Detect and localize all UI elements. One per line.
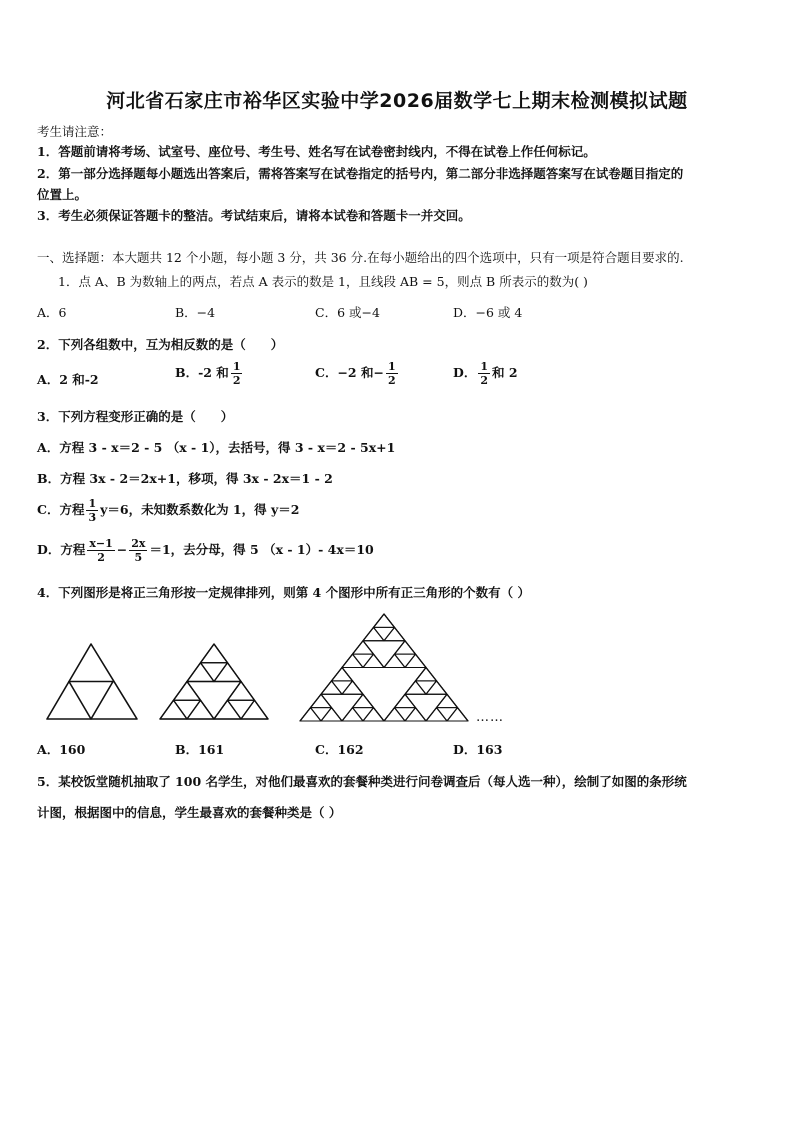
triangle-shape xyxy=(174,700,201,719)
section-heading: 一、选择题：本大题共 12 个小题，每小题 3 分，共 36 分.在每小题给出的四个选项中，只有一项是符合题目要求的. xyxy=(37,250,684,265)
triangle-shape xyxy=(187,700,214,719)
triangle-shape xyxy=(447,708,468,721)
page-title: 河北省石家庄市裕华区实验中学2026届数学七上期末检测模拟试题 xyxy=(106,90,688,112)
question-3-stem: 3．下列方程变形正确的是（ ） xyxy=(37,409,234,424)
q2-option-c xyxy=(315,360,400,387)
triangle-shape xyxy=(353,694,374,707)
triangle-shape xyxy=(353,641,374,654)
fraction-denominator: 5 xyxy=(134,551,143,564)
triangle-shape xyxy=(437,694,458,707)
notice-item-2: 2．第一部分选择题每小题选出答案后，需将答案写在试卷指定的括号内，第二部分非选择题答案写在试卷题目指定的 xyxy=(37,166,684,181)
triangle-shape xyxy=(426,708,447,721)
fraction-numerator: x−1 xyxy=(89,537,113,550)
triangle-shape xyxy=(187,663,214,682)
triangle-shape xyxy=(384,708,405,721)
triangle-shape xyxy=(311,708,332,721)
triangle-shape xyxy=(321,681,342,694)
notice-item-2-cont: 位置上。 xyxy=(37,187,88,202)
q1-option-d: D．−6 或 4 xyxy=(453,305,523,320)
fraction xyxy=(86,497,98,524)
fraction-denominator: 2 xyxy=(387,374,396,387)
fraction-denominator: 3 xyxy=(88,511,97,524)
q3-option-d-label: D．方程 xyxy=(37,542,86,557)
triangle-shape xyxy=(342,654,363,667)
triangle-shape xyxy=(416,681,437,694)
triangle-shape xyxy=(437,708,458,721)
q4-option-c: C．162 xyxy=(315,742,364,757)
q2-option-c-text: C．−2 和− xyxy=(315,365,384,380)
q2-option-b-text: B．-2 和 xyxy=(175,365,229,380)
q4-option-a: A．160 xyxy=(37,742,86,757)
fraction-numerator: 1 xyxy=(88,497,97,510)
triangle-shape xyxy=(395,694,416,707)
triangle-shape xyxy=(395,641,416,654)
fraction-numerator: 1 xyxy=(480,360,488,373)
triangle-figure-3 xyxy=(298,612,472,724)
triangle-shape xyxy=(214,663,241,682)
fraction xyxy=(386,360,398,387)
question-5-line-2: 计图，根据图中的信息，学生最喜欢的套餐种类是（ ） xyxy=(37,805,342,820)
triangle-shape xyxy=(160,700,187,719)
triangle-shape xyxy=(374,627,395,640)
minus-sign: − xyxy=(116,542,128,557)
q3-option-d xyxy=(37,537,374,564)
fraction xyxy=(231,360,243,387)
notice-item-1: 1．答题前请将考场、试室号、座位号、考生号、姓名写在试卷密封线内，不得在试卷上作任何标记。 xyxy=(37,144,596,159)
triangle-shape xyxy=(311,694,332,707)
triangle-shape xyxy=(395,708,416,721)
fraction xyxy=(87,537,114,564)
triangle-shape xyxy=(426,681,447,694)
triangle-shape xyxy=(384,627,405,640)
triangle-shape xyxy=(363,627,384,640)
fraction-numerator: 2x xyxy=(131,537,146,550)
triangle-shape xyxy=(241,700,268,719)
fraction-denominator: 2 xyxy=(232,374,241,387)
triangle-shape xyxy=(405,681,426,694)
q3-option-d-text: ＝1，去分母，得 5 （x - 1）- 4x＝10 xyxy=(149,542,374,557)
triangle-shape xyxy=(405,654,426,667)
q2-option-a: A．2 和-2 xyxy=(37,372,99,387)
triangle-shape xyxy=(353,708,374,721)
triangle-shape xyxy=(300,708,321,721)
triangle-shape xyxy=(342,681,363,694)
question-1-stem: 1．点 A、B 为数轴上的两点，若点 A 表示的数是 1，且线段 AB = 5，则点 B 所表示的数为( ) xyxy=(58,274,588,289)
triangle-shape xyxy=(363,654,384,667)
notice-item-3: 3．考生必须保证答题卡的整洁。考试结束后，请将本试卷和答题卡一并交回。 xyxy=(37,208,471,223)
fraction-denominator: 2 xyxy=(480,374,488,387)
triangle-shape xyxy=(228,700,255,719)
fraction xyxy=(129,537,147,564)
question-4-stem: 4．下列图形是将正三角形按一定规律排列，则第 4 个图形中所有正三角形的个数有（ ） xyxy=(37,585,530,600)
fraction-denominator: 2 xyxy=(97,551,105,564)
triangle-shape xyxy=(201,663,228,682)
triangle-shape xyxy=(353,654,374,667)
triangle-shape xyxy=(395,654,416,667)
triangle-shape xyxy=(214,700,241,719)
triangle-shape xyxy=(321,708,342,721)
q4-option-d: D．163 xyxy=(453,742,503,757)
question-2-stem: 2．下列各组数中，互为相反数的是（ ） xyxy=(37,337,284,352)
triangle-shape xyxy=(174,682,201,701)
q3-option-c-text: y＝6，未知数系数化为 1，得 y＝2 xyxy=(100,502,300,517)
triangle-shape xyxy=(405,708,426,721)
q3-option-c-label: C．方程 xyxy=(37,502,85,517)
triangle-shape xyxy=(363,708,384,721)
fraction-numerator: 1 xyxy=(387,360,396,373)
fraction xyxy=(478,360,490,387)
question-5-line-1: 5．某校饭堂随机抽取了 100 名学生，对他们最喜欢的套餐种类进行问卷调查后（每人选一种），绘制了如图的条形统 xyxy=(37,774,687,789)
q2-option-d-text: 和 2 xyxy=(492,365,518,380)
triangle-shape xyxy=(342,708,363,721)
triangle-shape xyxy=(332,668,353,681)
triangle-shape xyxy=(384,654,405,667)
q1-option-b: B．−4 xyxy=(175,305,216,320)
q1-option-a: A．6 xyxy=(37,305,67,320)
triangle-shape xyxy=(228,682,255,701)
triangle-shape xyxy=(374,614,395,627)
triangle-figure-2 xyxy=(158,642,272,722)
q2-option-b xyxy=(175,360,244,387)
q3-option-b: B．方程 3x - 2＝2x+1，移项，得 3x - 2x＝1 - 2 xyxy=(37,471,333,486)
triangle-figure-1 xyxy=(45,642,141,722)
q2-option-d-label: D． xyxy=(453,365,477,380)
triangle-shape xyxy=(416,668,437,681)
ellipsis: …… xyxy=(476,710,504,725)
q2-option-d xyxy=(453,360,518,387)
q3-option-a: A．方程 3 - x＝2 - 5 （x - 1），去括号，得 3 - x＝2 - 5x+1 xyxy=(37,440,396,455)
q3-option-c xyxy=(37,497,299,524)
triangle-shape xyxy=(201,644,228,663)
q1-option-c: C．6 或−4 xyxy=(315,305,380,320)
notice-heading: 考生请注意： xyxy=(37,124,113,139)
q4-option-b: B．161 xyxy=(175,742,225,757)
triangle-shape xyxy=(332,681,353,694)
fraction-numerator: 1 xyxy=(232,360,241,373)
